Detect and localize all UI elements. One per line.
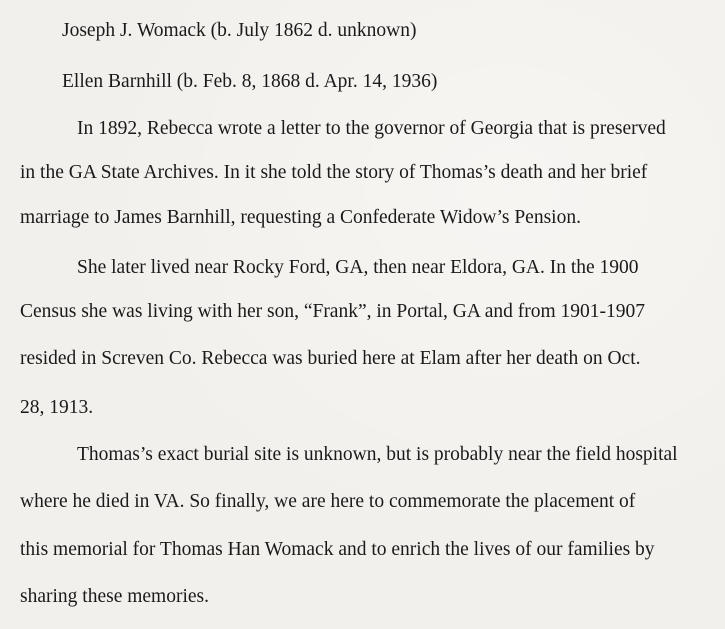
paragraph-2-line-1: She later lived near Rocky Ford, GA, then near Eldora, GA. In the 1900: [77, 257, 639, 278]
paragraph-1-line-1: In 1892, Rebecca wrote a letter to the governor of Georgia that is preserved: [77, 118, 666, 139]
paragraph-1-line-3: marriage to James Barnhill, requesting a Confederate Widow’s Pension.: [20, 207, 581, 228]
paragraph-1-line-2: in the GA State Archives. In it she told the story of Thomas’s death and her brief: [20, 162, 648, 183]
genealogy-entry-joseph: Joseph J. Womack (b. July 1862 d. unknown): [62, 20, 417, 41]
paragraph-3-line-1: Thomas’s exact burial site is unknown, but is probably near the field hospital: [77, 444, 678, 465]
paragraph-2-line-2: Census she was living with her son, “Frank”, in Portal, GA and from 1901-1907: [20, 301, 646, 322]
paragraph-3-line-3: this memorial for Thomas Han Womack and to enrich the lives of our families by: [20, 539, 655, 560]
paragraph-2-line-4: 28, 1913.: [20, 397, 94, 418]
genealogy-entry-ellen: Ellen Barnhill (b. Feb. 8, 1868 d. Apr. 14, 1936): [62, 71, 438, 92]
paragraph-3-line-4: sharing these memories.: [20, 586, 209, 607]
paragraph-3-line-2: where he died in VA. So finally, we are here to commemorate the placement of: [20, 491, 636, 512]
paragraph-2-line-3: resided in Screven Co. Rebecca was buried here at Elam after her death on Oct.: [20, 348, 641, 369]
